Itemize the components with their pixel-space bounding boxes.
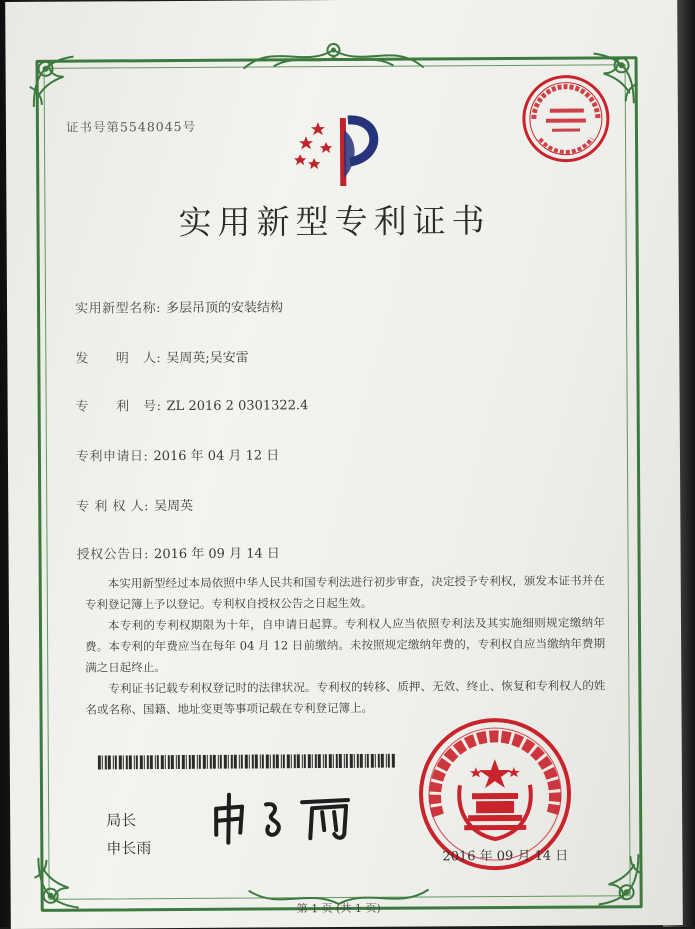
field-row-filing-date	[76, 444, 279, 464]
field-value: 多层吊顶的安装结构	[165, 300, 284, 317]
field-row-inventor	[75, 347, 248, 367]
seal-date: 2016 年 09 月 14 日	[442, 848, 569, 865]
top-center-ornament	[233, 37, 433, 78]
field-row-name	[75, 296, 283, 316]
certificate-sheet	[5, 0, 683, 929]
page-indicator: 第 1 页 (共 1 页)	[296, 901, 381, 916]
certificate-title: 实用新型专利证书	[178, 201, 491, 243]
barcode	[98, 754, 398, 770]
handwritten-signature	[208, 786, 368, 847]
field-label: 专利申请日:	[75, 449, 149, 465]
field-value: 吴周英;吴安雷	[166, 350, 249, 367]
field-row-patent-number	[76, 394, 309, 414]
paragraph: 本专利的专利权期限为十年，自申请日起算。专利权人应当依照专利法及其实施细则规定缴纳年费。本专利的年费应当在每年 04 月 12 日前缴纳。未按照规定缴纳年费的，专利权自应当缴纳年费期满之日起终止。	[85, 615, 606, 675]
body-text	[85, 570, 606, 720]
field-row-patentee	[76, 495, 193, 515]
field-label: 实用新型名称:	[75, 301, 161, 317]
tax-stamp	[520, 72, 613, 165]
certificate-number: 证书号第5548045号	[65, 118, 197, 135]
field-label: 授权公告日:	[76, 547, 149, 563]
paragraph: 专利证书记载专利权登记时的法律状况。专利权的转移、质押、无效、终止、恢复和专利权人的姓名或名称、国籍、地址变更等事项记载在专利登记簿上。	[85, 678, 606, 717]
patent-office-logo	[288, 100, 389, 191]
field-value: ZL 2016 2 0301322.4	[166, 398, 309, 415]
field-row-grant-date	[76, 542, 279, 562]
paragraph: 本实用新型经过本局依照中华人民共和国专利法进行初步审查，决定授予专利权，颁发本证书并在专利登记簿上予以登记。专利权自授权公告之日起生效。	[84, 573, 605, 612]
signature-name: 申长雨	[106, 839, 152, 858]
field-label: 专 利 号:	[75, 399, 162, 415]
field-value: 2016 年 04 月 12 日	[153, 448, 280, 465]
field-label: 发 明 人:	[75, 351, 162, 367]
field-label: 专 利 权 人:	[76, 499, 150, 515]
signature-role: 局长	[106, 811, 137, 830]
corner-ornament-top-left	[23, 47, 89, 113]
field-value: 2016 年 09 月 14 日	[153, 546, 280, 563]
field-value: 吴周英	[154, 498, 194, 515]
